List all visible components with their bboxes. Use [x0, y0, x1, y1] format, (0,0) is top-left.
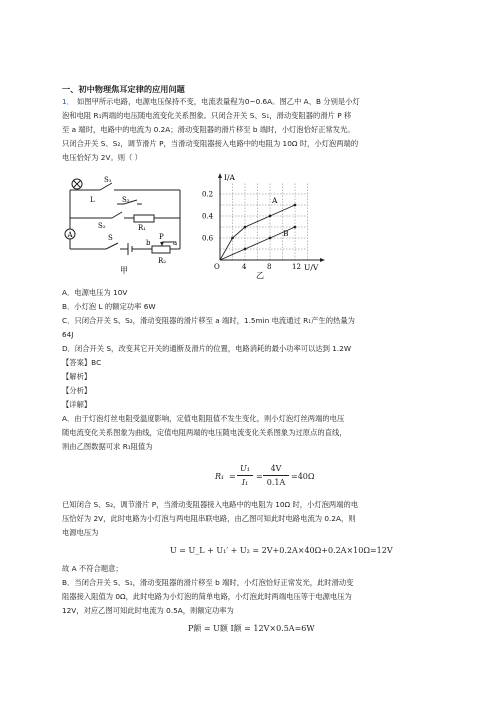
question-number: 1．: [62, 97, 74, 106]
part-b-line-1: B．当闭合开关 S、S₁，滑动变阻器的滑片移至 b 端时，小灯泡恰好正常发光，此时滑动变: [62, 578, 354, 587]
origin-label: O: [214, 263, 220, 271]
formula1-lhs: R₁: [215, 472, 225, 481]
iu-graph: [200, 170, 330, 280]
part-b-line-2: 阻器接入阻值为 0Ω，此时电路为小灯泡的简单电路，小灯泡此时两端电压等于电源电压为: [62, 592, 352, 601]
option-b: B．小灯泡 L 的额定功率 6W: [62, 302, 156, 311]
question-line-2: 泡和电阻 R₁两端的电压随电流变化关系图象。只闭合开关 S、S₁，滑动变阻器的滑片 P 移: [62, 111, 352, 120]
curve-b-label: B: [283, 229, 289, 238]
data-point-b: [269, 237, 271, 239]
question-line-1: 如图甲所示电路，电源电压保持不变，电流表量程为0~0.6A。图乙中 A、B 分别是小灯: [77, 97, 360, 106]
question-line-3: 至 a 端时，电路中的电流为 0.2A；滑动变阻器的滑片移至 b 端时，小灯泡恰好正常发光。: [62, 125, 355, 134]
detail-line-2: 随电流变化关系图象为曲线，定值电阻两端的电压随电流变化关系图象为过原点的直线，: [62, 428, 347, 437]
analysis-heading: 【解析】: [62, 372, 92, 381]
after-formula1-line-3: 电源电压为: [62, 528, 99, 537]
answer: 【答案】BC: [62, 358, 102, 367]
circuit-caption: 甲: [120, 266, 128, 275]
question-line-4: 只闭合开关 S、S₂，调节滑片 P，当滑动变阻器接入电路中的电阻为 10Ω 时，小灯泡两端的: [62, 139, 359, 148]
data-point-b: [244, 248, 246, 250]
graph-caption: 乙: [256, 271, 264, 280]
curve-a-label: A: [272, 196, 278, 205]
data-point-a: [244, 226, 246, 228]
y-axis-label: I/A: [224, 173, 235, 182]
s-label: S: [108, 234, 113, 242]
detail-line-3: 则由乙图数据可求 R₁阻值为: [62, 442, 153, 451]
a-label: a: [173, 239, 178, 247]
x-axis-label: U/V: [304, 263, 319, 272]
after-formula1-line-1: 已知闭合 S、S₂，调节滑片 P，当滑动变阻器接入电路中的电阻为 10Ω 时，小灯泡两端的电: [62, 500, 359, 509]
data-point-a: [269, 215, 271, 217]
x-tick-label: 4: [242, 263, 247, 271]
formula-voltage: U = U_L + U₁′ + U₂ = 2V+0.2A×40Ω+0.2A×10Ω=12V: [170, 546, 393, 555]
option-c: C．只闭合开关 S、S₂，滑动变阻器的滑片移至 a 端时，1.5min 电流通过 R₁产生的热量为: [62, 316, 355, 325]
r1-label: R₁: [138, 224, 147, 232]
y-tick-label: 0.2: [202, 190, 214, 199]
detail-line-1: A．由于灯泡灯丝电阻受温度影响，定值电阻阻值不发生变化，则小灯泡灯丝两端的电压: [62, 414, 345, 423]
data-point-a: [294, 204, 296, 206]
section-title: 一、初中物理焦耳定律的应用问题: [62, 84, 185, 94]
formula1-mid-num: 4V: [270, 464, 282, 473]
data-point-a: [232, 237, 234, 239]
part-b-line-3: 12V，对应乙图可知此时电流为 0.5A，则额定功率为: [62, 606, 234, 615]
question-line-5: 电压恰好为 2V。则（ ）: [62, 153, 142, 162]
option-d: D．闭合开关 S，改变其它开关的通断及滑片的位置，电路消耗的最小功率可以达到 1.2W: [62, 344, 352, 353]
formula-r1: R₁ = U₁ I₁ = 4V 0.1A =40Ω: [215, 464, 315, 487]
circuit-diagram: [62, 170, 192, 275]
formula1-num: U₁: [240, 464, 250, 473]
x-tick-label: 12: [292, 263, 301, 271]
r2-label: R₂: [158, 257, 167, 265]
y-tick-label: 0.6: [202, 234, 214, 243]
b-label: b: [146, 239, 151, 247]
s2-label: S₂: [98, 222, 106, 230]
y-tick-label: 0.4: [202, 212, 214, 221]
formula1-mid-den: 0.1A: [266, 478, 286, 487]
ammeter-label: A: [67, 231, 73, 239]
option-c-cont: 64J: [62, 330, 74, 339]
formula-power: P额 = U额 I额 = 12V×0.5A=6W: [188, 624, 315, 633]
fenxi-heading: 【分析】: [62, 386, 92, 395]
s2-label-top: S₂: [122, 196, 130, 204]
conclusion-a: 故 A 不符合题意；: [62, 564, 123, 573]
formula1-den: I₁: [241, 478, 249, 487]
formula1-result: =40Ω: [291, 472, 315, 481]
p-label: P: [159, 233, 164, 241]
r2-rheostat: [152, 246, 170, 253]
option-a: A．电源电压为 10V: [62, 288, 128, 297]
s1-label: S₁: [104, 176, 112, 184]
after-formula1-line-2: 压恰好为 2V，此时电路为小灯泡与两电阻串联电路，由乙图可知此时电路电流为 0.2A，则: [62, 514, 356, 523]
r1-resistor: [134, 215, 154, 222]
lamp-label: L: [90, 196, 95, 204]
data-point-b: [294, 226, 296, 228]
detail-heading: 【详解】: [62, 400, 92, 409]
x-tick-label: 8: [267, 263, 272, 271]
